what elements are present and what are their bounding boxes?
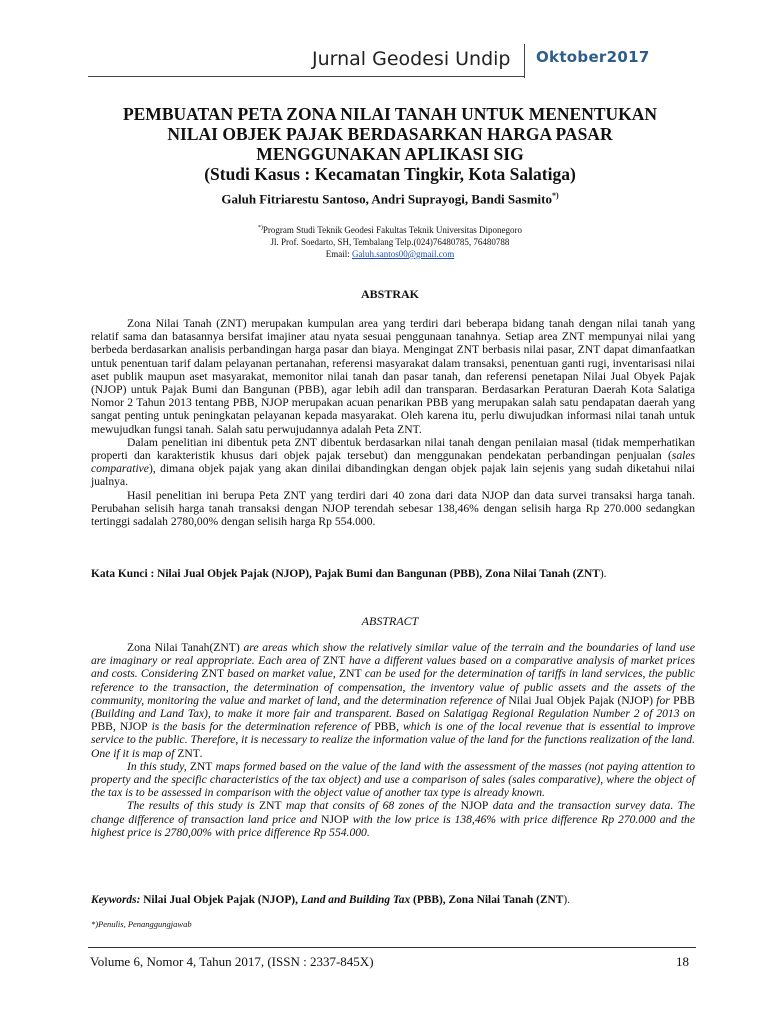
abstract-p2-a: In this study, <box>127 759 190 773</box>
abstract-p1-a: Zona Nilai Tanah(ZNT) <box>127 641 244 654</box>
abstract-p3-f: NJOP <box>321 812 349 826</box>
affiliation-line-1: Program Studi Teknik Geodesi Fakultas Teknik Universitas Diponegoro <box>262 225 523 235</box>
abstract-p1-o: NJOP <box>119 720 148 734</box>
abstract-p2-c: maps formed based on the value of the land with the assessment of the masses (not paying attention to property and the specific characteristics of the tax object) and use a comparison of sales (sales comparative), where the object of the tax is to be assessed in comparison with the object value of another tax type is already known. <box>91 759 695 800</box>
author-names: Galuh Fitriarestu Santoso, Andri Suprayogi, Bandi Sasmito <box>221 191 552 207</box>
abstract-p1-k: PBB <box>673 693 695 707</box>
abstract-p1-b: are areas which show the relatively similar value of the terrain and the boundaries of land use are imaginary or real appropriate. Each area of <box>91 641 696 668</box>
email-label: Email: <box>325 249 352 259</box>
abstract-p1-n: , <box>112 720 120 734</box>
abstract-p3-e: data and the transaction survey data. The change difference of transaction land price and <box>91 799 696 826</box>
abstract-p1-d: have a different values based on a comparative analysis of market prices and costs. Considering <box>91 654 696 681</box>
abstract-p3-a: The results of this study is <box>127 799 260 813</box>
abstract-p1-r: , which is one of the local revenue that is essential to improve service to the public. Therefore, it is necessary to realize the information value of the land for the functions realization of the land. One if it is map of <box>91 720 695 760</box>
kata-kunci-end: ). <box>599 568 607 580</box>
title-line-3: MENGGUNAKAN APLIKASI SIG <box>256 144 524 164</box>
abstract-p1-f: based on market value, <box>224 667 340 681</box>
keywords-label: Keywords: <box>91 894 141 906</box>
abstrak-p2-text-b: ), dimana objek pajak yang akan dinilai dibandingkan dengan objek pajak lain sejenis yang sudah diketahui nilai jualnya. <box>91 462 695 489</box>
abstract-paragraph-1 <box>91 641 695 760</box>
abstract-p1-j: for <box>652 693 674 707</box>
abstract-p3-g: with the low price is 138,46% with price difference Rp 270.000 and the highest price is 2780,00% with price difference Rp 554.000. <box>91 812 695 839</box>
affiliation <box>90 222 690 260</box>
abstract-p1-q: PBB <box>374 720 397 734</box>
abstract-p1-g: ZNT <box>339 667 362 681</box>
abstract-paragraph-2 <box>91 760 695 800</box>
abstract-p1-t: . <box>199 746 203 760</box>
kata-kunci <box>91 568 695 580</box>
author-mark: *) <box>551 191 559 200</box>
abstrak-paragraph-1: Zona Nilai Tanah (ZNT) merupakan kumpulan area yang terdiri dari beberapa bidang tanah dengan nilai tanah yang relatif sama dan batasannya bersifat imajiner atau nyata sesuai penggunaan tanahnya. Setiap area ZNT mempunyai nilai yang berbeda berdasarkan analisis perbandingan harga pasar dan biaya. Mengingat ZNT berbasis nilai pasar, ZNT dapat dimanfaatkan untuk penentuan tarif dalam pelayanan pertanahan, referensi masyarakat dalam transaksi, penentuan ganti rugi, inventarisasi nilai aset publik maupun aset masyarakat, memonitor nilai tanah dan pasar tanah, dan referensi penetapan Nilai Jual Obyek Pajak (NJOP) untuk Pajak Bumi dan Bangunan (PBB), agar lebih adil dan transparan. Berdasarkan Peraturan Daerah Kota Salatiga Nomor 2 Tahun 2013 tentang PBB, NJOP merupakan acuan penarikan PBB yang merupakan salah satu pendapatan daerah yang sangat penting untuk peningkatan pelayanan kepada masyarakat. Oleh karena itu, perlu diwujudkan informasi nilai tanah untuk mewujudkan fungsi tanah. Salah satu perwujudannya adalah Peta ZNT. <box>91 317 695 436</box>
keywords <box>91 894 695 906</box>
footer-rule <box>88 947 696 948</box>
abstrak-paragraph-3: Hasil penelitian ini berupa Peta ZNT yang terdiri dari 40 zona dari data NJOP dan data survei transaksi harga tanah. Perubahan selisih harga tanah transaksi dengan NJOP terendah sebesar 138,46% dengan selisih harga Rp 270.000 sedangkan tertinggi sadalah 2780,00% dengan selisih harga Rp 554.000. <box>91 488 695 529</box>
paper-title <box>90 104 690 184</box>
abstract-p1-l: (Building and Land Tax), to make it more fair and transparent. Based on Salatigag Regional Regulation Number 2 of 2013 on <box>91 707 695 721</box>
abstract-p1-c: ZNT <box>322 654 346 668</box>
abstract-p2-b: ZNT <box>189 759 213 773</box>
title-line-1: PEMBUATAN PETA ZONA NILAI TANAH UNTUK MENENTUKAN <box>122 104 658 124</box>
abstract-p1-i: Nilai Jual Objek Pajak (NJOP) <box>508 693 653 707</box>
issue-date: Oktober2017 <box>536 48 650 66</box>
keywords-a: Nilai Jual Objek Pajak (NJOP), <box>140 894 301 906</box>
affiliation-line-2: Jl. Prof. Soedarto, SH, Tembalang Telp.(024)76480785, 76480788 <box>270 237 510 247</box>
abstrak-body <box>91 317 695 528</box>
abstract-paragraph-3 <box>91 799 695 839</box>
abstrak-paragraph-2 <box>91 436 695 489</box>
journal-header <box>0 0 768 90</box>
title-line-2: NILAI OBJEK PAJAK BERDASARKAN HARGA PASAR <box>167 124 613 144</box>
affiliation-mark: *) <box>257 225 263 231</box>
keywords-b: Land and Building Tax <box>300 894 411 906</box>
keywords-end: ). <box>563 894 571 906</box>
header-rule <box>88 76 524 77</box>
abstract-p1-h: can be used for the determination of tariffs in land services, the public reference to the transaction, the determination of compensation, the inventory value of public assets and the assets of the community, monitoring the value and market of land, and the determination reference of <box>91 667 695 707</box>
title-line-4: (Studi Kasus : Kecamatan Tingkir, Kota Salatiga) <box>204 164 576 184</box>
page-number: 18 <box>676 954 689 969</box>
abstract-heading: ABSTRACT <box>361 614 419 628</box>
abstract-p3-d: NJOP <box>460 799 489 813</box>
abstract-p1-p: is the basis for the determination reference of <box>147 720 375 734</box>
abstract-p3-b: ZNT <box>259 799 282 813</box>
abstract-p1-s: ZNT <box>177 746 200 760</box>
abstrak-p2-text-a: Dalam penelitian ini dibentuk peta ZNT dibentuk berdasarkan nilai tanah dengan penilaian masal (tidak memperhatikan properti dan karakteristik khusus dari objek pajak tersebut) dan menggunakan pendekatan perbandingan penjualan ( <box>91 435 695 463</box>
abstract-p1-m: PBB <box>91 720 113 734</box>
header-divider <box>524 44 525 78</box>
abstrak-heading: ABSTRAK <box>360 287 419 301</box>
abstrak-p2-italic: sales comparative <box>91 449 695 476</box>
abstract-p1-e: ZNT <box>201 667 225 681</box>
kata-kunci-text: Kata Kunci : Nilai Jual Objek Pajak (NJOP), Pajak Bumi dan Bangunan (PBB), Zona Nilai Tanah (ZNT <box>91 568 600 580</box>
journal-name: Jurnal Geodesi Undip <box>312 48 511 70</box>
abstract-p3-c: map that consits of 68 zones of the <box>281 799 461 813</box>
author-footnote: *)Penulis, Penanggungjawab <box>91 919 192 929</box>
keywords-c: (PBB), Zona Nilai Tanah (ZNT <box>410 894 564 906</box>
footer-volume: Volume 6, Nomor 4, Tahun 2017, (ISSN : 2337-845X) <box>90 954 374 969</box>
abstract-body <box>91 641 695 839</box>
author-list <box>90 191 690 207</box>
email-link[interactable]: Galuh.santos00@gmail.com <box>351 249 455 259</box>
